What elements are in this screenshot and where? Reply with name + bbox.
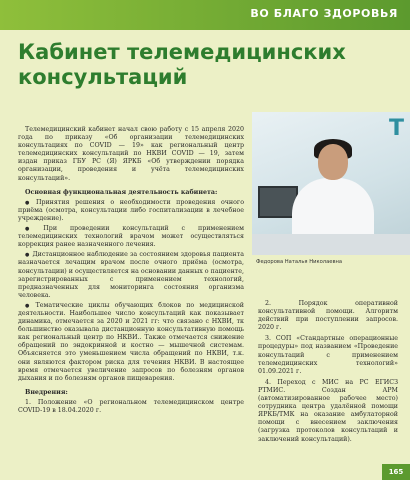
bullet-item: ● Тематические циклы обучающих блоков по медицинской деятельности. Наибольшее число консультаций как показывает динамика, отмечается за 2020 и 2021 гг: что связано с НХВИ, тк большинство оказывала дистанционную консультативную помощь как региональный центр по НКВИ.. Также отмечается снижение обращений по эндокринной и костно — мышечной системам. Объясняется это уменьшением числа обращений по НКВИ, т.к. они являются фактором риска для течения НКВИ. В настоящее время отмечается увеличение запросов по болезням органов дыхания и по болезням органов пищеварения. <box>18 302 244 383</box>
photo-caption: Федорова Наталья Николаевна <box>256 259 343 265</box>
implemented-item: 4. Переход с МИС на РС ЕГИСЗ РТМИС. Создан АРМ (автоматизированное рабочее место) сотрудника центра удалённой помощи ЯРКБ/ТМК на оказание амбулаторной помощи с внесением заключения (загрузка протоколов консультаций и заключений консультаций). <box>258 378 398 443</box>
section-label: ВО БЛАГО ЗДОРОВЬЯ <box>250 7 398 20</box>
page-number: 165 <box>382 464 410 480</box>
desk <box>252 234 410 255</box>
photo-sign: T <box>388 116 404 141</box>
doctor-face <box>318 144 348 180</box>
implemented-item: 2. Порядок оперативной консультативной помощи. Алгоритм действий при поступлении запросов. 2020 г. <box>258 300 398 332</box>
header-bar <box>0 0 410 30</box>
implemented-item: 1. Положение «О региональном телемедицинском центре COVID-19 в 18.04.2020 г. <box>18 398 244 414</box>
bullet-item: ● Дистанционное наблюдение за состоянием здоровья пациента назначается лечащим врачом после очного приёма (осмотра, консультации) и осуществляется на основании данных о пациенте, зарегистрированных с применением технологий, предназначенных для мониторинга состояния организма человека. <box>18 251 244 300</box>
left-column <box>18 126 244 418</box>
implemented-heading: Внедрения: <box>25 388 68 396</box>
doctor-photo <box>252 112 410 255</box>
bullet-item: ● Принятия решения о необходимости проведения очного приёма (осмотра, консультации либо госпитализации в лечебное учреждение). <box>18 199 244 223</box>
bullet-item: ● При проведении консультаций с применением телемедицинских технологий врачом может осуществляться коррекция ранее назначенного лечения. <box>18 225 244 249</box>
lead-paragraph: Телемедицинский кабинет начал свою работу с 15 апреля 2020 года по приказу «Об организации телемедицинских консультациях по COVID — 19» как региональный центр телемедицинских консультаций по НКВИ COVID — 19, затем издан приказ ГБУ РС (Я) ЯРКБ «Об утверждении порядка организации, проведения и учёта телемедицинских консультаций». <box>18 126 244 182</box>
functions-heading: Основная функциональная деятельность кабинета: <box>25 188 218 196</box>
implemented-item: 3. СОП «Стандартные операционные процедуры» под названием «Проведение консультаций с применением телемедицинских технологий» 01.09.2021 г. <box>258 335 398 375</box>
article-title: Кабинет телемедицинских консультаций <box>18 40 346 89</box>
right-column <box>258 300 398 447</box>
